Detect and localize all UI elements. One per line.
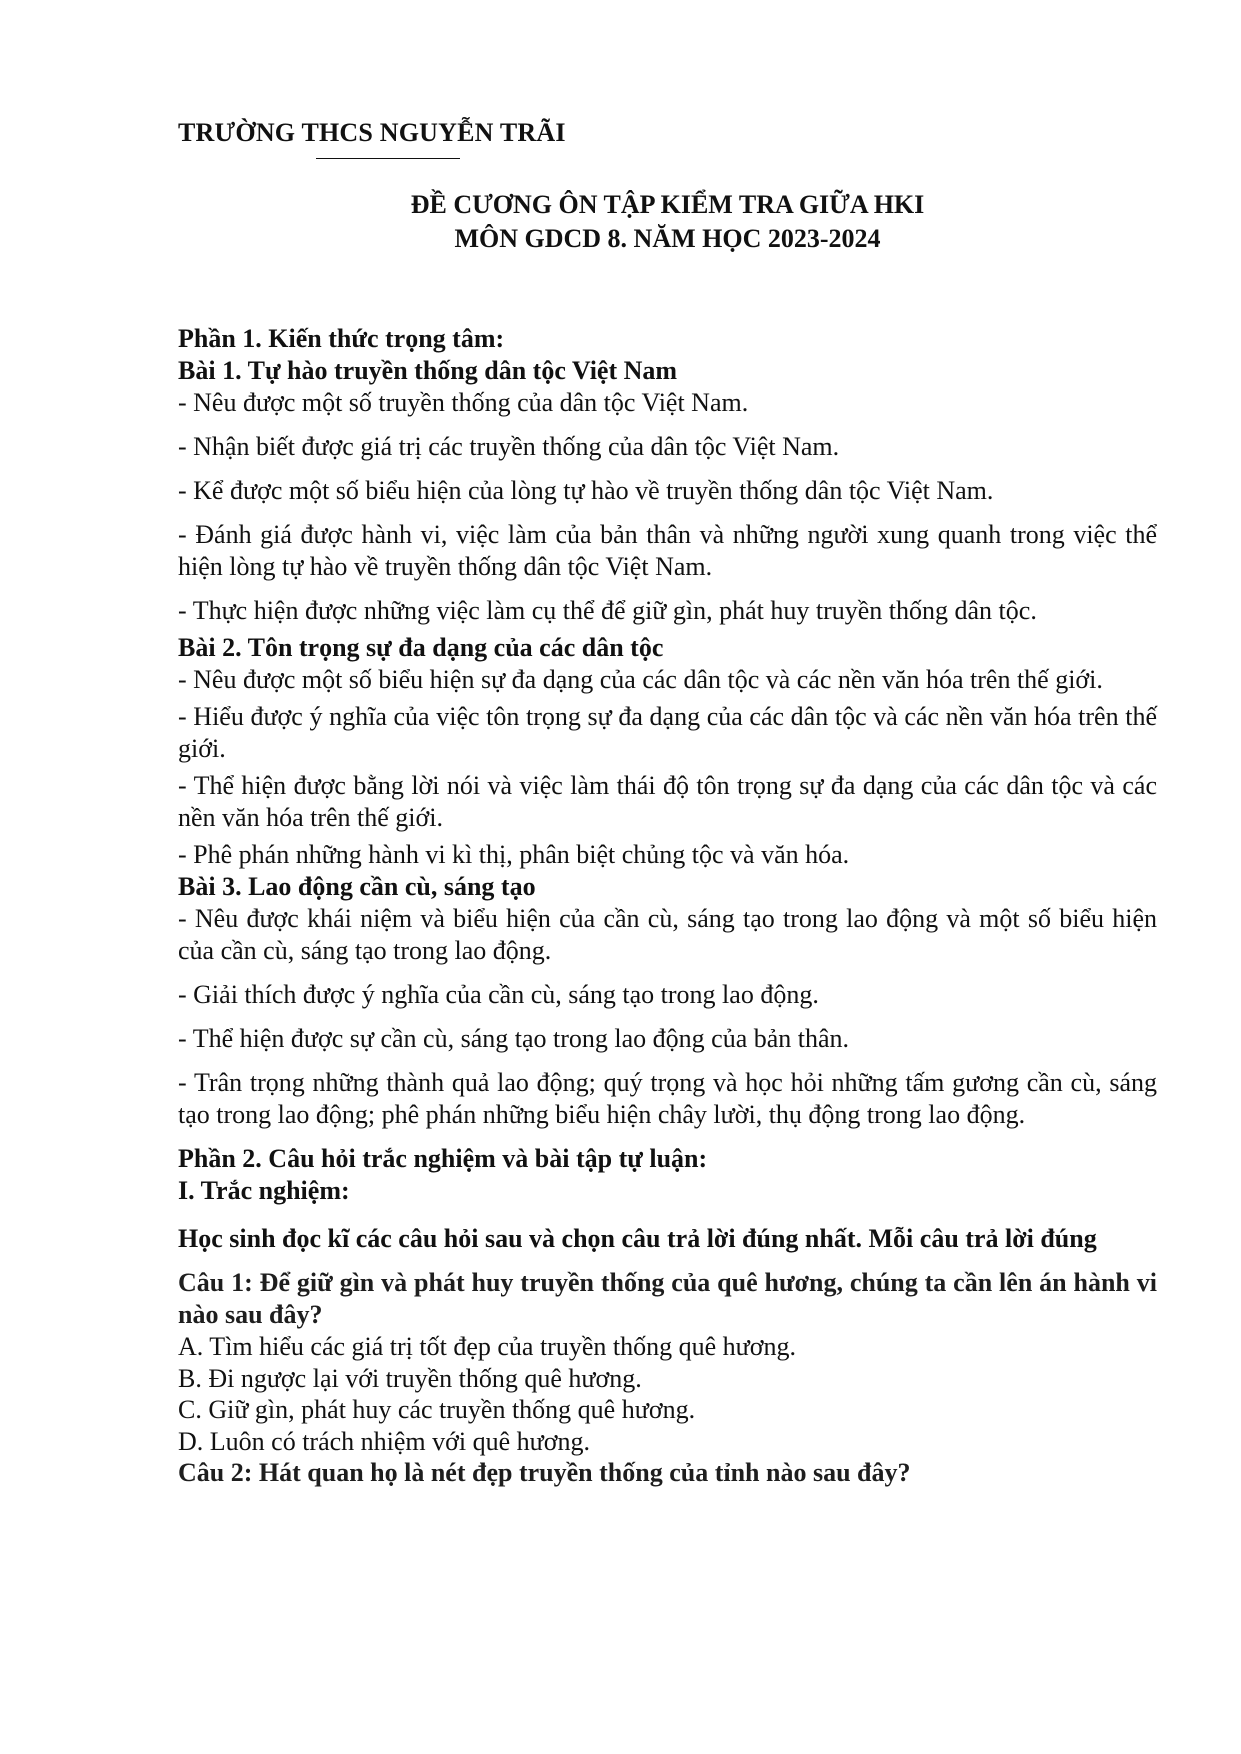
answer-option-d: D. Luôn có trách nhiệm với quê hương. <box>178 1426 591 1456</box>
lesson3-heading: Bài 3. Lao động cần cù, sáng tạo <box>178 872 536 901</box>
lesson2-item: - Thể hiện được bằng lời nói và việc làm thái độ tôn trọng sự đa dạng của các dân tộc và các nền văn hóa trên thế giới. <box>178 771 1157 832</box>
question-2: Câu 2: Hát quan họ là nét đẹp truyền thống của tỉnh nào sau đây? <box>178 1458 911 1487</box>
section1-heading: I. Trắc nghiệm: <box>178 1176 350 1205</box>
lesson3-item: - Thể hiện được sự cần cù, sáng tạo trong lao động của bản thân. <box>178 1024 850 1053</box>
lesson3-item: - Trân trọng những thành quả lao động; quý trọng và học hỏi những tấm gương cần cù, sáng tạo trong lao động; phê phán những biểu hiện chây lười, thụ động trong lao động. <box>178 1068 1157 1129</box>
lesson2-item: - Phê phán những hành vi kì thị, phân biệt chủng tộc và văn hóa. <box>178 840 850 869</box>
lesson1-heading: Bài 1. Tự hào truyền thống dân tộc Việt Nam <box>178 356 678 385</box>
instruction-text: Học sinh đọc kĩ các câu hỏi sau và chọn câu trả lời đúng nhất. Mỗi câu trả lời đúng <box>178 1224 1097 1253</box>
question-1: Câu 1: Để giữ gìn và phát huy truyền thống của quê hương, chúng ta cần lên án hành vi nào sau đây? <box>178 1268 1157 1329</box>
lesson1-item: - Kể được một số biểu hiện của lòng tự hào về truyền thống dân tộc Việt Nam. <box>178 476 994 505</box>
answer-option-c: C. Giữ gìn, phát huy các truyền thống quê hương. <box>178 1395 696 1424</box>
lesson2-item: - Hiểu được ý nghĩa của việc tôn trọng sự đa dạng của các dân tộc và các nền văn hóa trên thế giới. <box>178 702 1157 763</box>
part2-heading: Phần 2. Câu hỏi trắc nghiệm và bài tập tự luận: <box>178 1144 708 1173</box>
school-underline <box>316 158 460 159</box>
school-name: TRƯỜNG THCS NGUYỄN TRÃI <box>178 118 566 147</box>
lesson3-item: - Nêu được khái niệm và biểu hiện của cần cù, sáng tạo trong lao động và một số biểu hiện của cần cù, sáng tạo trong lao động. <box>178 904 1157 965</box>
lesson2-heading: Bài 2. Tôn trọng sự đa dạng của các dân tộc <box>178 633 664 662</box>
answer-option-a: A. Tìm hiểu các giá trị tốt đẹp của truyền thống quê hương. <box>178 1332 796 1361</box>
lesson1-item: - Đánh giá được hành vi, việc làm của bản thân và những người xung quanh trong việc thể hiện lòng tự hào về truyền thống dân tộc Việt Nam. <box>178 520 1157 581</box>
part1-heading: Phần 1. Kiến thức trọng tâm: <box>178 324 505 353</box>
lesson1-item: - Nhận biết được giá trị các truyền thống của dân tộc Việt Nam. <box>178 432 840 461</box>
document-title-line-2: MÔN GDCD 8. NĂM HỌC 2023-2024 <box>454 224 881 253</box>
document-title-line-1: ĐỀ CƯƠNG ÔN TẬP KIỂM TRA GIỮA HKI <box>410 190 925 219</box>
lesson3-item: - Giải thích được ý nghĩa của cần cù, sáng tạo trong lao động. <box>178 980 819 1009</box>
lesson1-item: - Thực hiện được những việc làm cụ thể để giữ gìn, phát huy truyền thống dân tộc. <box>178 596 1037 625</box>
document-body <box>178 323 1157 1489</box>
lesson2-item: - Nêu được một số biểu hiện sự đa dạng của các dân tộc và các nền văn hóa trên thế giới. <box>178 665 1103 694</box>
answer-option-b: B. Đi ngược lại với truyền thống quê hương. <box>178 1363 642 1393</box>
lesson1-item: - Nêu được một số truyền thống của dân tộc Việt Nam. <box>178 388 749 417</box>
